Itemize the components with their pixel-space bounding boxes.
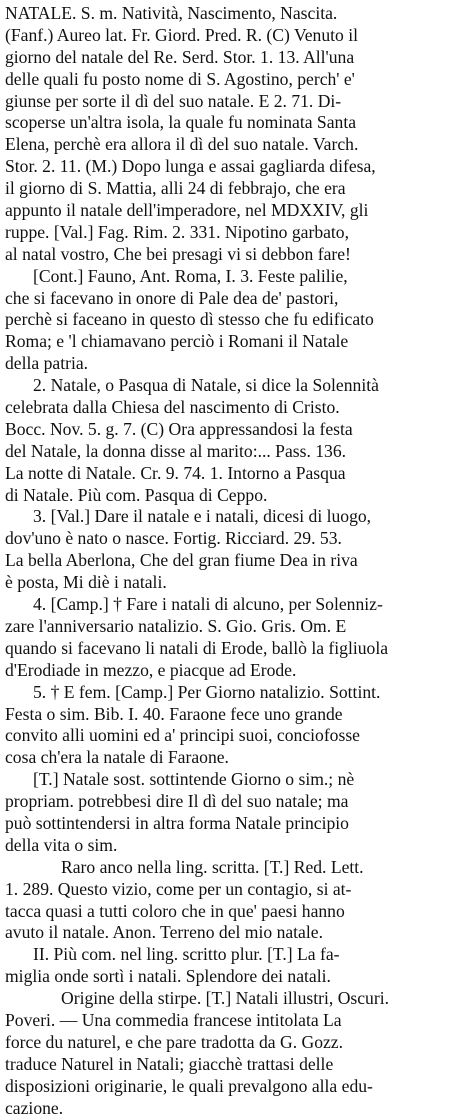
entry-line: La bella Aberlona, Che del gran fiume Dea in riva bbox=[5, 550, 358, 571]
entry-line: cosa ch'era la natale di Faraone. bbox=[5, 747, 229, 768]
entry-line: convito alli uomini ed a' principi suoi, conciofosse bbox=[5, 725, 360, 746]
entry-line: 2. Natale, o Pasqua di Natale, si dice la Solennità bbox=[33, 375, 379, 396]
entry-line: II. Più com. nel ling. scritto plur. [T.] La fa- bbox=[33, 944, 340, 965]
sense-2 bbox=[5, 375, 464, 506]
sense-3 bbox=[5, 506, 464, 594]
entry-line: del Natale, la donna disse al marito:... Pass. 136. bbox=[5, 440, 347, 461]
entry-line: cazione. bbox=[5, 1097, 64, 1118]
note-raro bbox=[5, 857, 464, 945]
entry-line: ruppe. [Val.] Fag. Rim. 2. 331. Nipotino garbato, bbox=[5, 221, 350, 242]
entry-line: Stor. 2. 11. (M.) Dopo lunga e assai gagliarda difesa, bbox=[5, 156, 376, 177]
entry-line: Poveri. — Una commedia francese intitolata La bbox=[5, 1009, 342, 1030]
sense-II bbox=[5, 944, 464, 988]
entry-line: Roma; e 'l chiamavano perciò i Romani il Natale bbox=[5, 331, 349, 352]
entry-line: disposizioni originarie, le quali prevalgono alla edu- bbox=[5, 1075, 373, 1096]
entry-line: avuto il natale. Anon. Terreno del mio natale. bbox=[5, 922, 323, 943]
entry-line: Raro anco nella ling. scritta. [T.] Red. Lett. bbox=[61, 856, 364, 877]
entry-line: di Natale. Più com. Pasqua di Ceppo. bbox=[5, 484, 268, 505]
entry-line: Elena, perchè era allora il dì del suo natale. Varch. bbox=[5, 134, 359, 155]
entry-line: 1. 289. Questo vizio, come per un contagio, si at- bbox=[5, 878, 352, 899]
entry-line: perchè si faceano in questo dì stesso che fu edificato bbox=[5, 309, 374, 330]
entry-line: [T.] Natale sost. sottintende Giorno o sim.; nè bbox=[33, 769, 355, 790]
entry-line: della vita o sim. bbox=[5, 834, 118, 855]
note-origine bbox=[5, 988, 464, 1119]
entry-line: propriam. potrebbesi dire Il dì del suo natale; ma bbox=[5, 791, 349, 812]
entry-line: della patria. bbox=[5, 353, 89, 374]
entry-line: giorno del natale del Re. Serd. Stor. 1. 13. All'una bbox=[5, 46, 355, 67]
entry-line: 3. [Val.] Dare il natale e i natali, dicesi di luogo, bbox=[33, 506, 372, 527]
entry-line: che si facevano in onore di Pale dea de' pastori, bbox=[5, 287, 339, 308]
sense-5 bbox=[5, 682, 464, 770]
entry-line: quando si facevano li natali di Erode, ballò la figliuola bbox=[5, 637, 389, 658]
entry-line: zare l'anniversario natalizio. S. Gio. Gris. Om. E bbox=[5, 615, 347, 636]
entry-definition bbox=[5, 3, 464, 266]
entry-line: miglia onde sortì i natali. Splendore dei natali. bbox=[5, 966, 331, 987]
entry-line: delle quali fu posto nome di S. Agostino, perch' e' bbox=[5, 68, 355, 89]
entry-line: al natal vostro, Che bei presagi vi si debbon fare! bbox=[5, 243, 351, 264]
paragraph-cont bbox=[5, 266, 464, 375]
entry-line: celebrata dalla Chiesa del nascimento di Cristo. bbox=[5, 397, 340, 418]
entry-line: il giorno di S. Mattia, alli 24 di febbrajo, che era bbox=[5, 178, 346, 199]
entry-line: Origine della stirpe. [T.] Natali illustri, Oscuri. bbox=[61, 988, 390, 1009]
entry-line: 4. [Camp.] † Fare i natali di alcuno, per Solenniz- bbox=[33, 594, 383, 615]
entry-line: è posta, Mi diè i natali. bbox=[5, 572, 167, 593]
entry-line: La notte di Natale. Cr. 9. 74. 1. Intorno a Pasqua bbox=[5, 462, 346, 483]
entry-line: force du naturel, e che pare tradotta da G. Gozz. bbox=[5, 1031, 344, 1052]
entry-line: 5. † E fem. [Camp.] Per Giorno natalizio. Sottint. bbox=[33, 681, 381, 702]
entry-line: dov'uno è nato o nasce. Fortig. Ricciard. 29. 53. bbox=[5, 528, 342, 549]
entry-line: d'Erodiade in mezzo, e piacque ad Erode. bbox=[5, 659, 297, 680]
entry-line: Festa o sim. Bib. I. 40. Faraone fece uno grande bbox=[5, 703, 343, 724]
entry-line: tacca quasi a tutti coloro che in que' paesi hanno bbox=[5, 900, 345, 921]
entry-line: appunto il natale dell'imperadore, nel MDXXIV, gli bbox=[5, 200, 369, 221]
entry-line: traduce Naturel in Natali; giacchè trattasi delle bbox=[5, 1053, 334, 1074]
entry-line: (Fanf.) Aureo lat. Fr. Giord. Pred. R. (C) Venuto il bbox=[5, 24, 358, 45]
note-tommaseo bbox=[5, 769, 464, 857]
entry-line: NATALE. S. m. Natività, Nascimento, Nascita. bbox=[5, 3, 338, 23]
entry-line: può sottintendersi in altra forma Natale principio bbox=[5, 812, 349, 833]
entry-line: scoperse un'altra isola, la quale fu nominata Santa bbox=[5, 112, 357, 133]
entry-line: giunse per sorte il dì del suo natale. E 2. 71. Di- bbox=[5, 90, 342, 111]
entry-line: Bocc. Nov. 5. g. 7. (C) Ora appressandosi la festa bbox=[5, 418, 353, 439]
entry-line: [Cont.] Fauno, Ant. Roma, I. 3. Feste palilie, bbox=[33, 265, 348, 286]
sense-4 bbox=[5, 594, 464, 682]
